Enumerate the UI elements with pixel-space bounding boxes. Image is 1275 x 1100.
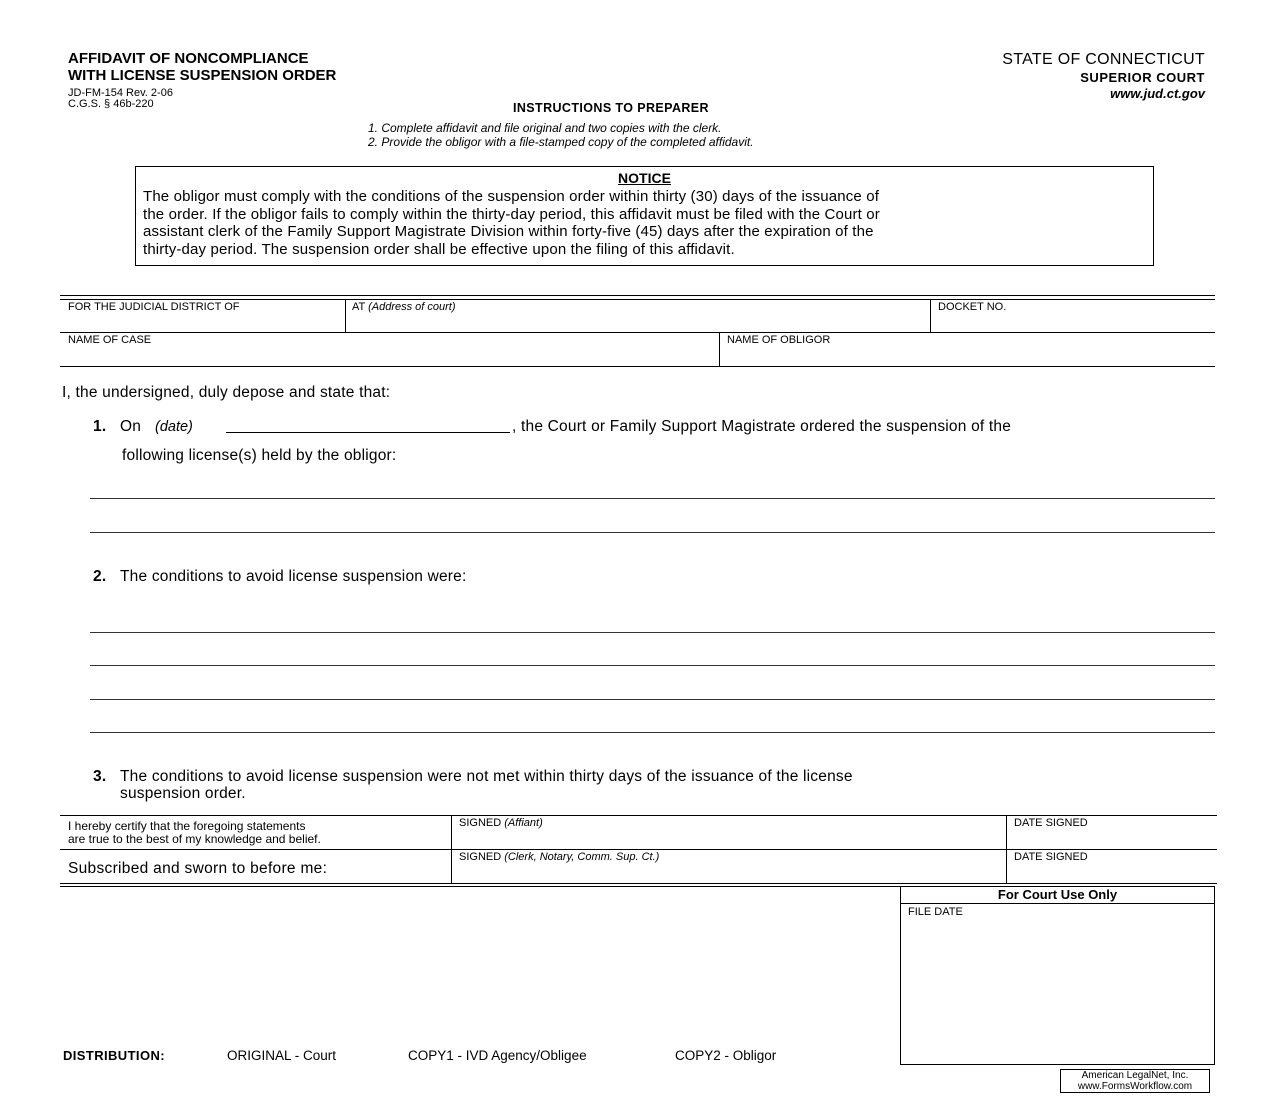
publisher-stamp bbox=[1060, 1069, 1210, 1093]
form-title bbox=[68, 50, 336, 84]
rule-mid bbox=[60, 332, 1215, 333]
notice-line: the order. If the obligor fails to comply within the thirty-day period, this affidavit must be filed with the Court or bbox=[143, 205, 880, 223]
notice-text bbox=[143, 188, 1147, 258]
divider bbox=[930, 299, 931, 332]
case-name-field[interactable] bbox=[68, 334, 151, 346]
state-name: STATE OF CONNECTICUT bbox=[1002, 51, 1205, 68]
obligor-name-label: NAME OF OBLIGOR bbox=[727, 334, 831, 346]
item3-line: The conditions to avoid license suspension were not met within thirty days of the issuance of the license bbox=[120, 768, 853, 785]
distribution-copy2: COPY2 - Obligor bbox=[675, 1048, 777, 1063]
item-number: 1. bbox=[93, 418, 107, 435]
date-signed-field[interactable] bbox=[1014, 817, 1088, 829]
item3-text bbox=[120, 768, 853, 802]
form-title-line1: AFFIDAVIT OF NONCOMPLIANCE bbox=[68, 50, 309, 67]
signed-label: SIGNED bbox=[459, 851, 502, 863]
date-signed-label: DATE SIGNED bbox=[1014, 851, 1088, 863]
court-website[interactable]: www.jud.ct.gov bbox=[1110, 86, 1205, 101]
item3-line: suspension order. bbox=[120, 785, 246, 802]
item1-date-hint: (date) bbox=[155, 419, 193, 435]
distribution-label: DISTRIBUTION: bbox=[63, 1048, 165, 1063]
date-signed-field-2[interactable] bbox=[1014, 851, 1088, 863]
publisher-name: American LegalNet, Inc. bbox=[1081, 1070, 1189, 1081]
certification-text bbox=[68, 820, 321, 845]
docket-number-field[interactable] bbox=[938, 301, 1006, 313]
divider bbox=[1006, 815, 1007, 883]
court-address-hint: (Address of court) bbox=[368, 301, 456, 313]
divider bbox=[451, 815, 452, 883]
item1-text-continued: following license(s) held by the obligor: bbox=[122, 447, 397, 464]
sig-rule-top bbox=[60, 815, 1217, 816]
court-use-heading: For Court Use Only bbox=[901, 887, 1214, 904]
conditions-input-line[interactable] bbox=[90, 665, 1215, 666]
judicial-district-label: FOR THE JUDICIAL DISTRICT OF bbox=[68, 301, 240, 313]
case-name-label: NAME OF CASE bbox=[68, 334, 152, 346]
statement-intro: I, the undersigned, duly depose and state that: bbox=[62, 384, 391, 401]
notice-line: The obligor must comply with the conditions of the suspension order within thirty (30) days of the issuance of bbox=[143, 188, 880, 205]
conditions-input-line[interactable] bbox=[90, 699, 1215, 700]
subscribed-text: Subscribed and sworn to before me: bbox=[68, 860, 328, 877]
notice-heading: NOTICE bbox=[618, 170, 671, 186]
rule-top-1 bbox=[60, 295, 1215, 296]
license-input-line[interactable] bbox=[90, 532, 1215, 533]
certification-line: are true to the best of my knowledge and belief. bbox=[68, 831, 321, 846]
rule-bottom bbox=[60, 366, 1215, 367]
court-address-field[interactable] bbox=[352, 301, 456, 313]
order-date-input[interactable] bbox=[226, 432, 510, 433]
sig-rule-bottom-double bbox=[60, 886, 900, 887]
court-name: SUPERIOR COURT bbox=[1080, 70, 1205, 85]
form-meta bbox=[68, 88, 173, 110]
clerk-hint: (Clerk, Notary, Comm. Sup. Ct.) bbox=[504, 851, 660, 863]
instructions-heading: INSTRUCTIONS TO PREPARER bbox=[513, 101, 709, 115]
notice-line: thirty-day period. The suspension order shall be effective upon the filing of this affidavit. bbox=[143, 240, 735, 258]
notice-line: assistant clerk of the Family Support Magistrate Division within forty-five (45) days after the expiration of the bbox=[143, 223, 874, 240]
judicial-district-field[interactable] bbox=[68, 301, 240, 313]
instructions-list bbox=[368, 122, 754, 149]
court-address-label: AT bbox=[352, 301, 366, 313]
distribution-original: ORIGINAL - Court bbox=[227, 1048, 337, 1063]
conditions-input-line[interactable] bbox=[90, 732, 1215, 733]
publisher-url[interactable]: www.FormsWorkflow.com bbox=[1077, 1080, 1193, 1092]
certification-line: I hereby certify that the foregoing statements bbox=[68, 819, 306, 833]
signed-label: SIGNED bbox=[459, 817, 502, 829]
affiant-signature-field[interactable] bbox=[459, 817, 543, 829]
item1-on: On bbox=[120, 418, 142, 435]
instruction-item: 1. Complete affidavit and file original and two copies with the clerk. bbox=[368, 121, 722, 135]
court-header bbox=[1002, 50, 1205, 102]
form-number: JD-FM-154 Rev. 2-06 bbox=[68, 87, 173, 99]
file-date-label: FILE DATE bbox=[908, 906, 963, 918]
obligor-name-field[interactable] bbox=[727, 334, 830, 346]
item1-text: , the Court or Family Support Magistrate ordered the suspension of the bbox=[512, 418, 1012, 435]
docket-number-label: DOCKET NO. bbox=[938, 301, 1007, 313]
sig-rule-bottom bbox=[60, 883, 1217, 884]
rule-top-2 bbox=[60, 299, 1215, 300]
divider bbox=[345, 299, 346, 332]
divider bbox=[719, 332, 720, 366]
license-input-line[interactable] bbox=[90, 498, 1215, 499]
notice-box bbox=[135, 166, 1154, 266]
form-title-line2: WITH LICENSE SUSPENSION ORDER bbox=[68, 67, 337, 84]
instruction-item: 2. Provide the obligor with a file-stamped copy of the completed affidavit. bbox=[368, 134, 754, 149]
item2-text: The conditions to avoid license suspension were: bbox=[120, 568, 467, 585]
item-number: 3. bbox=[93, 768, 107, 785]
affiant-hint: (Affiant) bbox=[504, 817, 543, 829]
item-number: 2. bbox=[93, 568, 107, 585]
sig-rule-mid bbox=[60, 849, 1217, 850]
conditions-input-line[interactable] bbox=[90, 632, 1215, 633]
clerk-signature-field[interactable] bbox=[459, 851, 659, 863]
distribution-copy1: COPY1 - IVD Agency/Obligee bbox=[408, 1048, 587, 1063]
statute-reference: C.G.S. § 46b-220 bbox=[68, 98, 154, 110]
court-use-box bbox=[900, 886, 1215, 1065]
date-signed-label: DATE SIGNED bbox=[1014, 817, 1088, 829]
